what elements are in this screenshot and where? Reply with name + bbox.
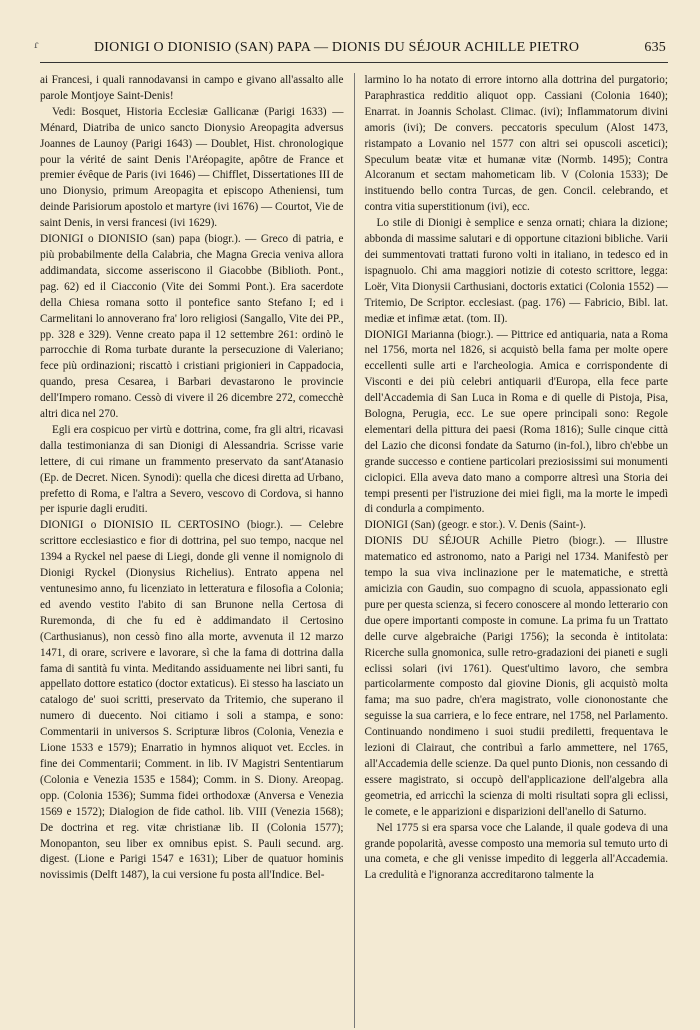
entry-dionigi-san-geogr: DIONIGI (San) (geogr. e stor.). V. Denis (Saint-).	[364, 519, 586, 532]
left-paragraph-1: ai Francesi, i quali rannodavansi in campo e givano all'assalto alle parole Montjoye Saint-Denis!	[40, 74, 344, 102]
running-title: DIONIGI O DIONISIO (SAN) PAPA — DIONIS DU SÉJOUR ACHILLE PIETRO	[94, 40, 580, 55]
column-divider	[354, 73, 355, 1028]
entry-dionigi-papa: DIONIGI o DIONISIO (san) papa (biogr.). — Greco di patria, e più probabilmente della Calabria, che Magna Grecia veniva allora addimandata, siccome asseriscono il Giacobbe (Biblioth. Pont., pag. 62) ed il Ciacconio (Vite dei Sommi Pont.). Era sacerdote della Chiesa romana sotto il pontefice santo Stefano I; ed i Carmelitani lo annoverano fra' loro religiosi (Sangallo, Vite dei PP., pp. 328 e 329). Venne creato papa il 12 settembre 261: ordinò le parrocchie di Roma turbate durante la persecuzione di Valeriano; fece più ordinazioni; riscattò i cristiani prigionieri in Cappadocia, quando, presa Cesarea, i Barbari devastarono le provincie dell'Impero romano. Cessò di vivere il 26 dicembre 272, comecchè altri dica nel 270.	[40, 233, 344, 421]
right-paragraph-2: Lo stile di Dionigi è semplice e senza ornati; chiara la dizione; abbonda di massime salutari e di opportune citazioni bibliche. Varii dei summentovati trattati furono volti in italiano, in tedesco ed in ispagnuolo. Chi ama maggiori notizie di cotesto scrittore, legga: Loër, Vita Dionysii Carthusiani, doctoris extatici (Colonia 1552) — Tritemio, De Scriptor. ecclesiast. (pag. 176) — Fabricio, Bibl. lat. mediæ et infimæ ætat. (tom. II).	[364, 217, 668, 325]
entry-dionis-du-sejour: DIONIS DU SÉJOUR Achille Pietro (biogr.). — Illustre matematico ed astronomo, nato a Parigi nel 1734. Manifestò per tempo la sua viva inclinazione per le matematiche, e strettà amicizia con Gaudin, suo compagno di scuola, appassionato egli pure per questa scienza, si fecero conoscere al mondo letterario con due opere importanti composte in comune. La prima fu un Trattato delle curve algebraiche (Parigi 1756); la seconda è intitolata: Ricerche sulla gnomonica, sulle retro-gradazioni dei pianeti e sugli eclissi solari (ivi 1761). Quest'ultimo lavoro, che sembra particolarmente composto dal giovine Dionis, gli acquistò molta fama; ma suo padre, ch'era magistrato, volle ciononostante che seguisse la sua carriera, e lo fece entrare, nel 1758, nel Parlamento. Continuando nondimeno i suoi studii prediletti, frequentava le lezioni di Clairaut, che contribuì a farlo ammettere, nel 1765, all'Accademia delle scienze. Da quel punto Dionis, non cessando di essere magistrato, si occupò dell'applicazione dell'algebra alla geometria, ed arricchì la scienza di molti risultati sopra gli eclissi, le comete, e le apparizioni e disparizioni dell'anello di Saturno.	[364, 535, 668, 818]
right-paragraph-1: larmino lo ha notato di errore intorno alla dottrina del purgatorio; Paraphrastica redditio aliquot opp. Cassiani (Colonia 1640); Enarrat. in Joannis Scholast. Climac. (ivi); Inflammatorum divini amoris (ivi); De convers. peccatoris speculum (Alost 1473, ristampato a Lovanio nel 1577 con altri sei opuscoli ascetici); Speculum beatæ vitæ et humanæ vitæ (Normb. 1495); Contra Alcoranum et sectam mahometicam lib. V (Colonia 1533); De instituendo bello contra Turcas, de gen. Concil. celebrando, et contra vitia superstitionum (ivi), ecc.	[364, 74, 668, 214]
left-paragraph-4: Egli era cospicuo per virtù e dottrina, come, fra gli altri, ricavasi dalla testimonianza di san Dionigi di Alessandria. Scrisse varie lettere, di cui rimane un frammento preservato da sant'Atanasio (Ep. de Decret. Nicen. Synodi): quella che dicesi diretta ad Urbano, prefetto di Roma, e l'altra a Severo, vescovo di Cordova, si hanno per ispurie dagli eruditi.	[40, 423, 344, 516]
right-column	[365, 73, 669, 1028]
page-number: 635	[644, 40, 666, 55]
right-paragraph-6: Nel 1775 si era sparsa voce che Lalande, il quale godeva di una grande popolarità, avesse composto una memoria sul temuto urto di una cometa, e che gli venisse impedito di leggerla all'Accademia. La credulità e l'ignoranza accreditarono talmente la	[364, 821, 668, 882]
left-column	[40, 73, 344, 1028]
corner-mark-icon: ɾ	[34, 40, 39, 51]
page-header	[40, 40, 668, 63]
left-paragraph-2: Vedi: Bosquet, Historia Ecclesiæ Gallicanæ (Parigi 1633) — Ménard, Diatriba de unico sancto Dionysio Areopagita adversus Joannes de Launoy (Parigi 1643) — Doublet, Hist. chronologique pour la vérité de saint Denis l'Aréopagite, apôtre de France et premier évêque de Paris (ivi 1646) — Chifflet, Dissertationes III de uno Dionysio, primum Areopagita et episcopo Atheniensi, tum deinde Parisiorum apostolo et martyre (ivi 1676) — Courtot, Vie de saint Denis, in versi francesi (ivi 1629).	[40, 105, 344, 230]
text-columns	[40, 73, 668, 1028]
entry-dionigi-certosino: DIONIGI o DIONISIO IL CERTOSINO (biogr.). — Celebre scrittore ecclesiastico e fior di dottrina, pel suo tempo, nacque nel 1394 a Ryckel nel paese di Liegi, donde gli venne il nomignolo di Dionigi Ryckel (Dionysius Richelius). Entrato appena nel ventunesimo anno, fu licenziato in letteratura e filosofia a Colonia; ed avendo vestito l'abito di san Brunone nella Certosa di Ruremonda, di che fu ed è addimandato il Certosino (Carthusianus), non cessò fino alla morte, avvenuta il 12 marzo 1471, di orare, scrivere e lavorare, sì che la fama di dottrina dalla fama di santità fu vinta. Meditando assiduamente nei libri santi, fu appellato dottore estatico (doctor extaticus). Ei stesso ha lasciato un catalogo de' suoi scritti, preservato da Tritemio, che superano il numero di duecento. Noi citiamo i soli a stampa, e sono: Commentarii in universos S. Scripturæ libros (Colonia, Venezia e Lione 1533 e 1579); Enarratio in hymnos aliquot vet. Eccles. in fine dei Commentarii; Comment. in lib. IV Magistri Sententiarum (Colonia e Venezia 1535 e 1584); Comm. in S. Diony. Areopag. opp. (Colonia 1536); Summa fidei orthodoxæ (Anversa e Venezia 1569 e 1572); Dialogion de fide cathol. lib. VIII (Venezia 1568); De doctrina et reg. vitæ christianæ lib. II (Colonia 1577); Monopanton, seu liber ex omnibus epist. S. Pauli secund. arg. digest. (Lione e Parigi 1547 e 1631); Liber de quatuor hominis novissimis (Delft 1487), la cui versione fu posta all'Indice. Bel-	[40, 519, 344, 882]
entry-dionigi-marianna: DIONIGI Marianna (biogr.). — Pittrice ed antiquaria, nata a Roma nel 1756, morta nel 1826, si acquistò bella fama per molte opere eccellenti sulle arti e l'archeologia. Amica e corrispondente di Visconti e dei più celebri antiquarii d'Europa, ella fece parte dell'Accademia di San Luca in Roma e di quelle di Pistoja, Pisa, Bologna, Perugia, ecc. Le sue opere principali sono: Regole elementari della pittura dei paesi (Roma 1816); Sulle cinque città del Lazio che diconsi fondate da Saturno (in-fol.), libro ch'ebbe un grande successo e contiene particolari preziosissimi sui monumenti ciclopici. Ella aveva dato mano a comporre altresì una Storia dei tempi presenti per l'istruzione dei miei figli, ma la morte le impedì di condurla a compimento.	[364, 328, 668, 516]
